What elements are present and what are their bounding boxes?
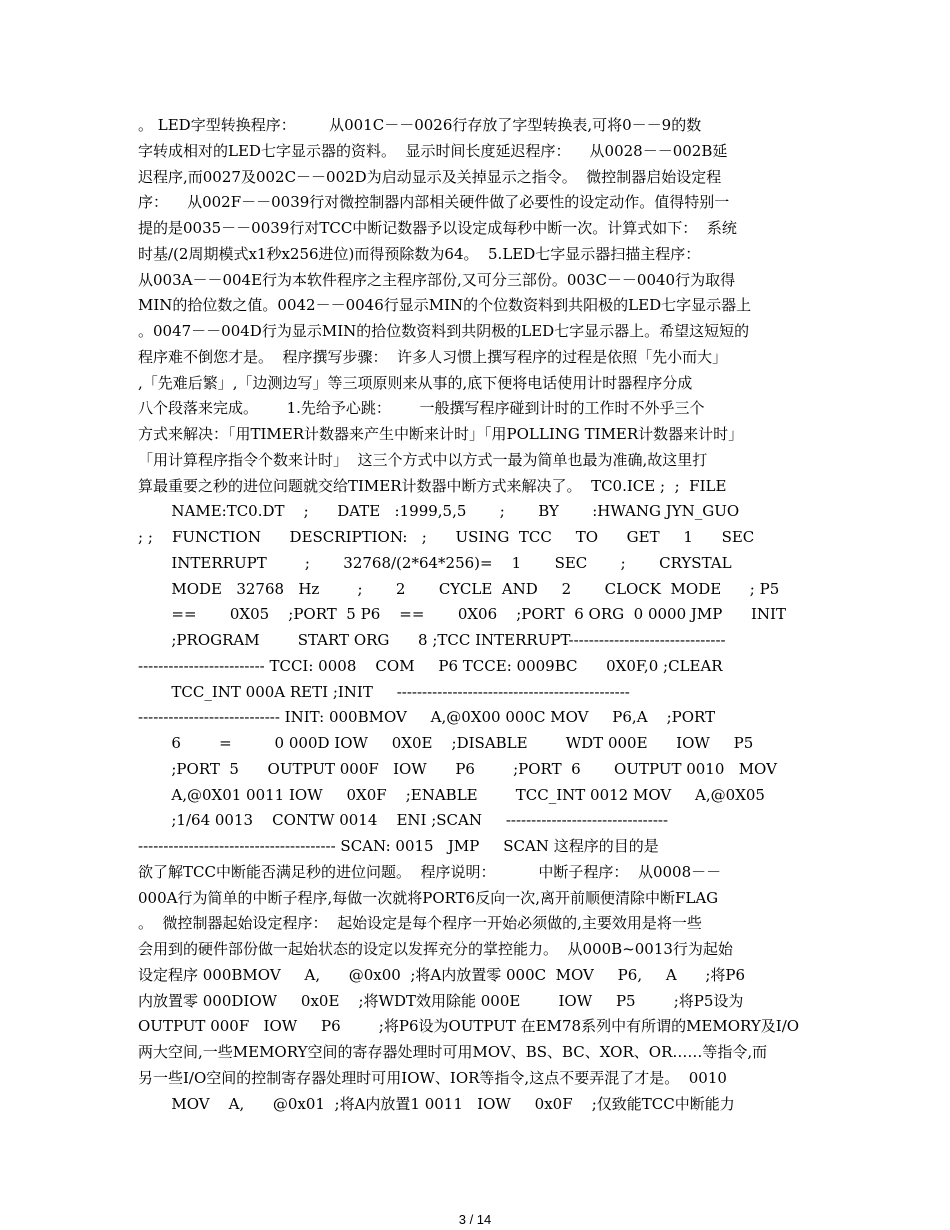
text-line: 序： 从002F－－0039行对微控制器内部相关硬件做了必要性的设定动作。值得特别一 xyxy=(138,193,730,212)
text-line: 。0047－－004D行为显示MIN的拾位数资料到共阴极的LED七字显示器上。希望这短短的 xyxy=(138,322,750,340)
text-line: A,@0X01 0011 IOW 0X0F ;ENABLE TCC_INT 0012 MOV A,@0X05 xyxy=(138,785,765,804)
text-line: MOV A, @0x01 ;将A内放置1 0011 IOW 0x0F ;仅致能TCC中断能力 xyxy=(138,1094,735,1113)
text-line: 会用到的硬件部份做一起始状态的设定以发挥充分的掌控能力。 从000B~0013行为起始 xyxy=(138,940,733,958)
text-line: 。 微控制器起始设定程序： 起始设定是每个程序一开始必须做的,主要效用是将一些 xyxy=(138,914,702,933)
text-line: == 0X05 ;PORT 5 P6 == 0X06 ;PORT 6 ORG 0 0000 JMP INIT xyxy=(138,605,786,624)
text-line: MODE 32768 Hz ; 2 CYCLE AND 2 CLOCK MODE ; P5 xyxy=(138,579,780,598)
text-line: --------------------------------------- SCAN: 0015 JMP SCAN 这程序的目的是 xyxy=(138,837,659,855)
text-line: ;1/64 0013 CONTW 0014 ENI ;SCAN -------------------------------- xyxy=(138,811,669,830)
text-line: 提的是0035－－0039行对TCC中断记数器予以设定成每秒中断一次。计算式如下： 系统 xyxy=(138,219,737,237)
text-line: 欲了解TCC中断能否满足秒的进位问题。 程序说明： 中断子程序： 从0008－－ xyxy=(138,862,722,881)
text-line: 。 LED字型转换程序： 从001C－－0026行存放了字型转换表,可将0－－9的数 xyxy=(138,116,702,134)
text-line: 内放置零 000DIOW 0x0E ;将WDT效用除能 000E IOW P5 ;将P5设为 xyxy=(138,991,744,1010)
text-line: NAME:TC0.DT ; DATE :1999,5,5 ; BY :HWANG JYN_GUO xyxy=(138,502,740,521)
text-line: MIN的拾位数之值。0042－－0046行显示MIN的个位数资料到共阳极的LED七字显示器上 xyxy=(138,296,752,315)
text-line: 从003A－－004E行为本软件程序之主程序部份,又可分三部份。003C－－0040行为取得 xyxy=(138,270,736,289)
text-line: ;PORT 5 OUTPUT 000F IOW P6 ;PORT 6 OUTPUT 0010 MOV xyxy=(138,759,777,778)
text-line: ------------------------- TCCI: 0008 COM P6 TCCE: 0009BC 0X0F,0 ;CLEAR xyxy=(138,656,723,675)
text-line: 「用计算程序指令个数来计时」 这三个方式中以方式一最为简单也最为准确,故这里打 xyxy=(138,450,708,469)
text-line: 时基/(2周期模式x1秒x256进位)而得预除数为64。 5.LED七字显示器扫描主程序： xyxy=(138,244,701,263)
text-line: 设定程序 000BMOV A, @0x00 ;将A内放置零 000C MOV P6, A ;将P6 xyxy=(138,965,746,984)
text-line: 方式来解决：「用TIMER计数器来产生中断来计时」「用POLLING TIMER计数器来计时」 xyxy=(138,425,744,443)
text-line: ---------------------------- INIT: 000BMOV A,@0X00 000C MOV P6,A ;PORT xyxy=(138,708,716,727)
text-line: 迟程序,而0027及002C－－002D为启动显示及关掉显示之指令。 微控制器启始设定程 xyxy=(138,167,722,186)
text-line: 6 = 0 000D IOW 0X0E ;DISABLE WDT 000E IOW P5 xyxy=(138,734,754,752)
text-line: ;PROGRAM START ORG 8 ;TCC INTERRUPT------------------------------- xyxy=(138,631,726,649)
text-line: 000A行为简单的中断子程序,每做一次就将PORT6反向一次,离开前顺便清除中断FLAG xyxy=(138,888,719,907)
page-number: 3 / 14 xyxy=(458,1212,492,1227)
text-line: 程序难不倒您才是。 程序撰写步骤： 许多人习惯上撰写程序的过程是依照「先小而大」 xyxy=(138,347,728,366)
text-line: 字转成相对的LED七字显示器的资料。 显示时间长度延迟程序： 从0028－－002B延 xyxy=(138,141,728,160)
text-line: TCC_INT 000A RETI ;INIT ---------------------------------------------- xyxy=(138,682,630,701)
text-line: ; ; FUNCTION DESCRIPTION: ; USING TCC TO GET 1 SEC xyxy=(138,528,755,546)
text-line: 另一些I/O空间的控制寄存器处理时可用IOW、IOR等指令,这点不要弄混了才是。 0010 xyxy=(138,1068,727,1087)
text-line: OUTPUT 000F IOW P6 ;将P6设为OUTPUT 在EM78系列中有所谓的MEMORY及I/O xyxy=(138,1017,800,1036)
text-line: ,「先难后繁」,「边测边写」等三项原则来从事的,底下便将电话使用计时器程序分成 xyxy=(138,373,693,392)
text-line: 两大空间,一些MEMORY空间的寄存器处理时可用MOV、BS、BC、XOR、OR……等指令,而 xyxy=(138,1043,768,1061)
text-line: 算最重要之秒的进位问题就交给TIMER计数器中断方式来解决了。 TC0.ICE ; ; FILE xyxy=(138,476,727,495)
text-line: 八个段落来完成。 1.先给予心跳： 一般撰写程序碰到计时的工作时不外乎三个 xyxy=(138,399,705,418)
text-line: INTERRUPT ; 32768/(2*64*256)= 1 SEC ; CRYSTAL xyxy=(138,553,732,572)
